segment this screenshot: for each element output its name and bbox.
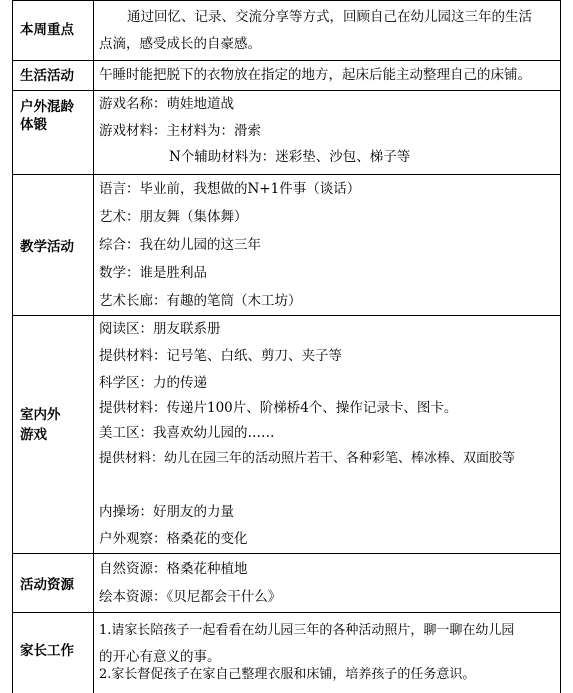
row-label-indoor-line1: 室内外 (20, 407, 61, 423)
indoor-item: 提供材料：记号笔、白纸、剪刀、夹子等 (99, 348, 342, 364)
indoor-item: 提供材料：幼儿在园三年的活动照片若干、各种彩笔、棒冰棒、双面胶等 (99, 451, 516, 466)
row-divider (12, 60, 561, 61)
row-label-outdoor-line1: 户外混龄 (20, 99, 74, 115)
parents-item1-line1: 1.请家长陪孩子一起看看在幼儿园三年的各种活动照片，聊一聊在幼儿园 (99, 623, 515, 638)
row-label-life: 生活活动 (20, 68, 74, 84)
row-label-teaching: 教学活动 (20, 239, 74, 255)
table-border-top (12, 0, 561, 1)
outdoor-game-name: 游戏名称：萌娃地道战 (99, 96, 234, 112)
life-text: 午睡时能把脱下的衣物放在指定的地方，起床后能主动整理自己的床铺。 (99, 67, 531, 83)
row-divider (12, 553, 561, 554)
teaching-item: 综合：我在幼儿园的这三年 (99, 237, 261, 253)
row-label-focus: 本周重点 (20, 22, 74, 38)
row-label-indoor-line2: 游戏 (20, 427, 47, 443)
row-divider (12, 315, 561, 316)
teaching-item: 艺术：朋友舞（集体舞） (99, 209, 248, 225)
focus-text-line2: 点滴，感受成长的自豪感。 (99, 36, 261, 52)
indoor-item: 阅读区：朋友联系册 (99, 321, 221, 337)
outdoor-material-main: 游戏材料：主材料为：滑索 (99, 123, 261, 139)
indoor-item: 内操场：好朋友的力量 (99, 504, 234, 520)
teaching-item: 数学：谁是胜利品 (99, 265, 207, 281)
teaching-item: 艺术长廊：有趣的笔筒（木工坊） (99, 293, 302, 309)
row-divider (12, 90, 561, 91)
row-divider (12, 174, 561, 175)
row-divider (12, 612, 561, 613)
row-label-resources: 活动资源 (20, 577, 74, 593)
indoor-item: 提供材料：传递片100片、阶梯桥4个、操作记录卡、图卡。 (99, 400, 458, 416)
indoor-item: 户外观察：格桑花的变化 (99, 531, 248, 547)
indoor-item: 美工区：我喜欢幼儿园的…… (99, 425, 275, 441)
resources-item: 绘本资源：《贝尼都会干什么》 (99, 589, 282, 605)
parents-item2: 2.家长督促孩子在家自己整理衣服和床铺，培养孩子的任务意识。 (99, 667, 476, 682)
row-label-outdoor-line2: 体锻 (20, 117, 47, 133)
teaching-item: 语言：毕业前，我想做的N+1件事（谈话） (99, 181, 361, 197)
table-border-left (12, 0, 13, 693)
outdoor-material-aux: N个辅助材料为：迷彩垫、沙包、梯子等 (169, 149, 411, 165)
row-label-parents: 家长工作 (20, 643, 74, 659)
table-border-right (560, 0, 561, 693)
parents-item1-line2: 的开心有意义的事。 (99, 649, 221, 665)
indoor-item: 科学区：力的传递 (99, 375, 207, 391)
resources-item: 自然资源：格桑花种植地 (99, 561, 248, 577)
focus-text-line1: 通过回忆、记录、交流分享等方式，回顾自己在幼儿园这三年的生活 (127, 9, 532, 25)
table-column-divider (93, 0, 94, 693)
